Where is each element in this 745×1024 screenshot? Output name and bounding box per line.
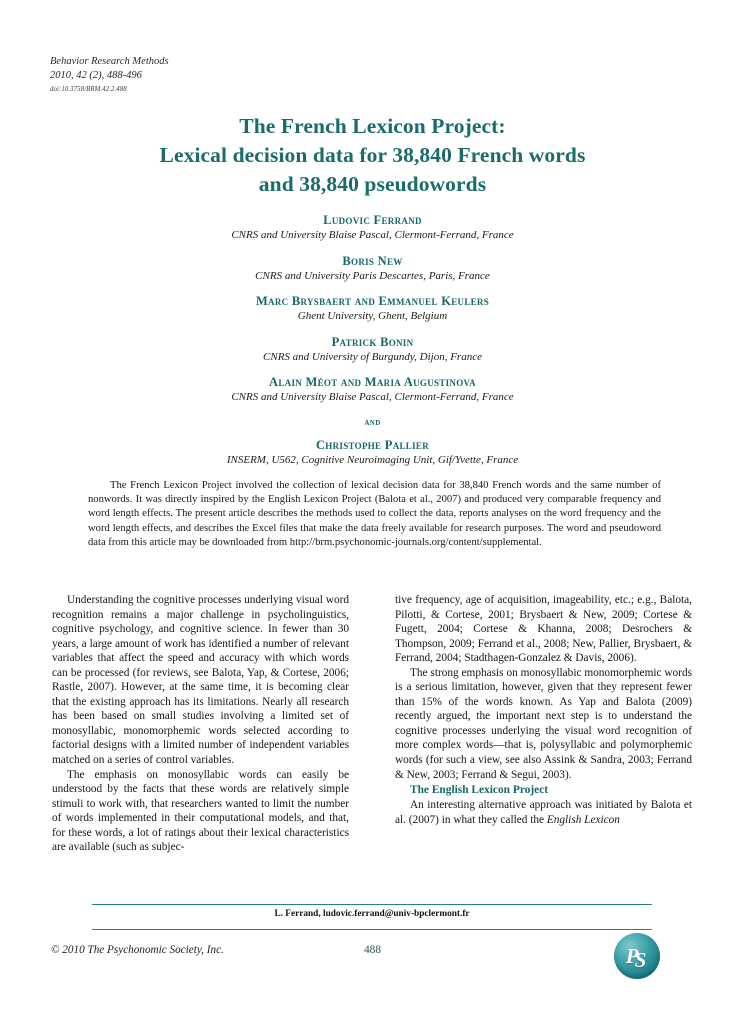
psychonomic-society-logo — [614, 933, 660, 979]
author-affiliation: INSERM, U562, Cognitive Neuroimaging Unit, Gif/Yvette, France — [226, 453, 519, 466]
section-heading: The English Lexicon Project — [410, 784, 549, 797]
page-title — [60, 112, 685, 199]
paragraph: Understanding the cognitive processes underlying visual word recognition remains a major challenge in psycholinguistics, cognitive psychology, and cognitive science. In fewer than 30 years, a large amount of work has identified a number of relevant variables that affect the speed and accuracy with which words can be processed (for reviews, see Balota, Yap, & Cortese, 2006; Rastle, 2007). However, at the same time, it is becoming clear that the existing approach has its limitations. Nearly all research has been based on small studies involving a limited set of monosyllabic, monomorphemic words selected according to factorial designs with a limited number of independent variables matched on a series of control variables. — [52, 594, 349, 767]
journal-doi: doi:10.3758/BRM.42.2.488 — [50, 86, 127, 93]
author-names: Marc Brysbaert and Emmanuel Keulers — [255, 294, 490, 308]
author-names: Patrick Bonin — [331, 334, 414, 349]
paragraph-continuation: tive frequency, age of acquisition, imageability, etc.; e.g., Balota, Pilotti, & Cortese, 2001; Brysbaert & New, 2009; Cortese & Fugett, 2004; Cortese & Khanna, 2008; Desrochers & Thompson, 2009; Ferrand et al., 2008; New, Pallier, Brysbaert, & Ferrand, 2004; Stadthagen-Gonzalez & Davis, 2006). — [395, 594, 692, 665]
abstract: The French Lexicon Project involved the collection of lexical decision data for 38,840 French words and the same number of nonwords. It was directly inspired by the English Lexicon Project (Balota et al., 2007) and produced very comparable frequency and word length effects. The present article describes the methods used to collect the data, reports analyses on the word frequency and the word length effects, and describes the Excel files that make the data freely available for research purposes. The word and pseudoword data from this article may be downloaded from http://brm.psychonomic-journals.org/content/supplemental. — [88, 480, 661, 548]
author-names: Ludovic Ferrand — [323, 213, 422, 227]
author-names: Boris New — [342, 253, 403, 268]
author-affiliation: CNRS and University Blaise Pascal, Clermont-Ferrand, France — [231, 391, 514, 403]
page-number: 488 — [363, 944, 382, 956]
footnote-rule-bottom — [92, 929, 652, 930]
author-group — [60, 254, 685, 284]
author-group — [60, 438, 685, 468]
body-columns — [52, 593, 692, 889]
author-group — [60, 213, 685, 243]
left-column — [52, 593, 349, 855]
paragraph: The emphasis on monosyllabic words can easily be understood by the facts that these words are relatively simple stimuli to work with, that researchers wanted to limit the number of words implemented in their computational models, and that, for these words, a lot of ratings about their lexical characteristics are available (such as subjec- — [52, 768, 349, 854]
title-line-1: The French Lexicon Project: — [239, 114, 506, 138]
author-affiliation: CNRS and University of Burgundy, Dijon, France — [263, 350, 482, 363]
paragraph-italic-term: English Lexicon — [546, 813, 620, 826]
title-line-2: Lexical decision data for 38,840 French words — [159, 143, 586, 167]
author-group — [60, 294, 685, 324]
author-block — [60, 213, 685, 478]
author-group — [60, 335, 685, 365]
journal-running-head — [50, 55, 370, 97]
paragraph — [395, 798, 692, 827]
ps-logo-glyph — [614, 933, 660, 979]
footnote-rule-top — [92, 904, 652, 905]
author-names: Alain Méot and Maria Augustinova — [269, 375, 476, 389]
paragraph: The strong emphasis on monosyllabic monomorphemic words is a serious limitation, however, given that they represent fewer than 15% of the words known. As Yap and Balota (2009) recently argued, the important next step is to understand the cognitive processes underlying the visual word recognition of more complex words—that is, polysyllabic and polymorphemic words (for such a view, see also Assink & Sandra, 2003; Ferrand & New, 2003; Ferrand & Segui, 2003). — [395, 666, 692, 781]
ps-logo-p: P — [625, 944, 638, 968]
right-column — [395, 593, 692, 827]
ps-logo-s: S — [634, 948, 646, 972]
author-affiliation: Ghent University, Ghent, Belgium — [297, 310, 448, 322]
paragraph-text: An interesting alternative approach was initiated by Balota et al. (2007) in what they called the — [395, 799, 692, 826]
author-and-separator: and — [364, 417, 381, 428]
author-names: Christophe Pallier — [315, 437, 430, 452]
copyright-notice: © 2010 The Psychonomic Society, Inc. — [51, 944, 224, 956]
journal-name: Behavior Research Methods — [50, 56, 169, 67]
journal-citation: 2010, 42 (2), 488-496 — [50, 69, 142, 81]
author-affiliation: CNRS and University Blaise Pascal, Clermont-Ferrand, France — [231, 229, 514, 241]
author-affiliation: CNRS and University Paris Descartes, Paris, France — [255, 269, 490, 282]
title-line-3: and 38,840 pseudowords — [258, 172, 487, 196]
author-group — [60, 375, 685, 405]
correspondence-line[interactable]: L. Ferrand, ludovic.ferrand@univ-bpclermont.fr — [274, 909, 470, 919]
